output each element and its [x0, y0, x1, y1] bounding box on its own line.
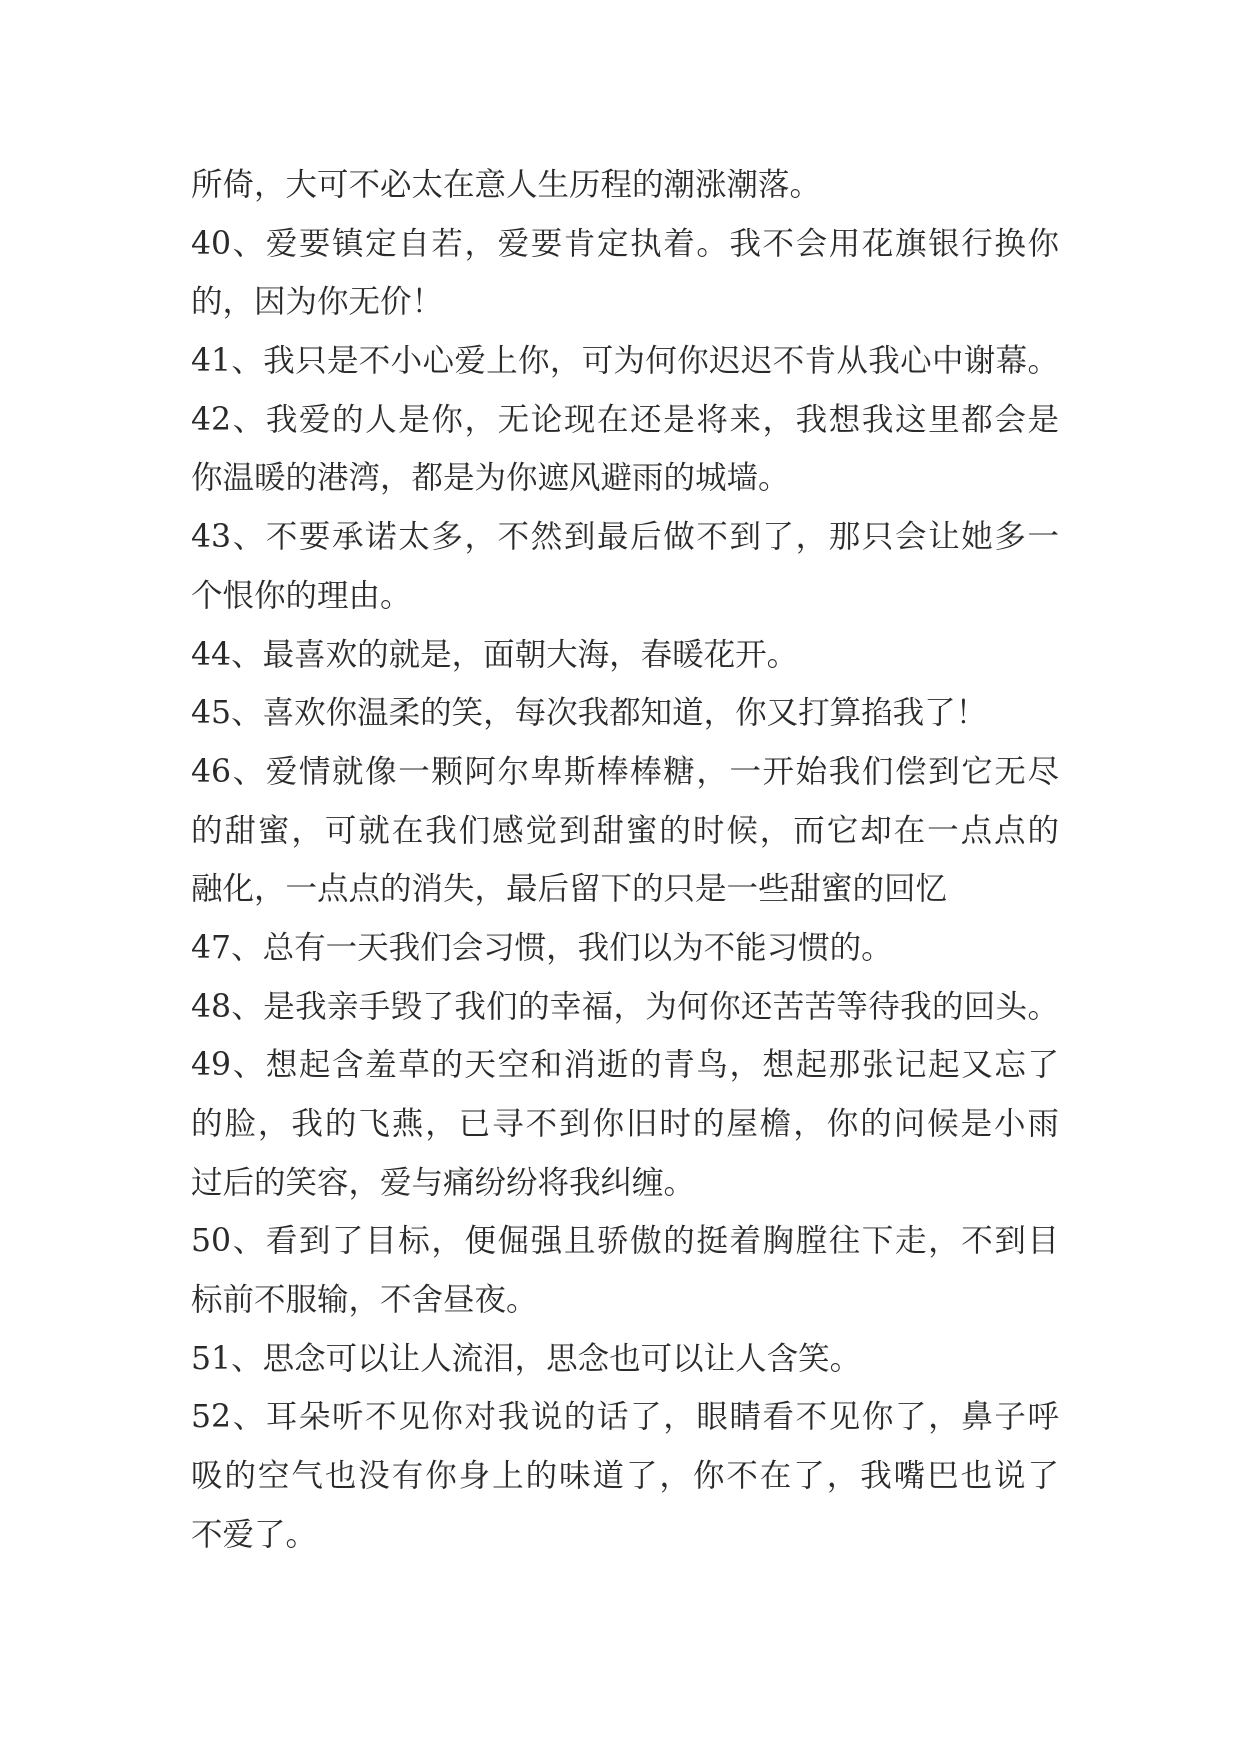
list-item [191, 626, 1059, 685]
list-item [191, 332, 1059, 391]
text-line: 的，因为你无价！ [191, 284, 444, 321]
text-line: 40、爱要镇定自若，爱要肯定执着。我不会用花旗银行换你 [191, 225, 1059, 262]
text-line: 个恨你的理由。 [191, 577, 412, 614]
list-item [191, 508, 1059, 625]
list-item [191, 978, 1059, 1037]
list-item [191, 1212, 1059, 1329]
text-line: 47、总有一天我们会习惯，我们以为不能习惯的。 [191, 929, 893, 966]
text-line: 49、想起含羞草的天空和消逝的青鸟，想起那张记起又忘了 [191, 1047, 1059, 1084]
list-item [191, 1388, 1059, 1564]
text-line: 不爱了。 [191, 1516, 318, 1553]
text-line: 46、爱情就像一颗阿尔卑斯棒棒糖，一开始我们偿到它无尽 [191, 753, 1059, 790]
text-line: 42、我爱的人是你，无论现在还是将来，我想我这里都会是 [191, 401, 1059, 438]
text-line: 50、看到了目标，便倔强且骄傲的挺着胸膛往下走，不到目 [191, 1223, 1059, 1260]
text-line: 的脸，我的飞燕，已寻不到你旧时的屋檐，你的问候是小雨 [191, 1106, 1059, 1142]
list-item [191, 1330, 1059, 1389]
list-item [191, 743, 1059, 919]
list-item [191, 215, 1059, 332]
text-line: 融化，一点点的消失，最后留下的只是一些甜蜜的回忆 [191, 871, 948, 908]
text-line: 过后的笑容，爱与痛纷纷将我纠缠。 [191, 1164, 696, 1201]
text-line: 41、我只是不小心爱上你，可为何你迟迟不肯从我心中谢幕。 [191, 343, 1059, 380]
text-line: 所倚，大可不必太在意人生历程的潮涨潮落。 [191, 167, 822, 203]
text-line: 52、耳朵听不见你对我说的话了，眼睛看不见你了，鼻子呼 [191, 1399, 1059, 1436]
document-body [191, 156, 1059, 1565]
text-line: 吸的空气也没有你身上的味道了，你不在了，我嘴巴也说了 [191, 1458, 1059, 1495]
text-line: 你温暖的港湾，都是为你遮风避雨的城墙。 [191, 460, 790, 497]
list-item [191, 391, 1059, 508]
text-line: 标前不服输，不舍昼夜。 [191, 1282, 538, 1319]
text-line: 45、喜欢你温柔的笑，每次我都知道，你又打算掐我了！ [191, 695, 988, 732]
text-line: 51、思念可以让人流泪，思念也可以让人含笑。 [191, 1340, 862, 1377]
list-item [191, 684, 1059, 743]
list-item [191, 1036, 1059, 1212]
text-line: 43、不要承诺太多，不然到最后做不到了，那只会让她多一 [191, 519, 1059, 556]
text-line: 48、是我亲手毁了我们的幸福，为何你还苦苦等待我的回头。 [191, 988, 1059, 1025]
text-line: 的甜蜜，可就在我们感觉到甜蜜的时候，而它却在一点点的 [191, 812, 1059, 849]
list-item [191, 156, 1059, 215]
list-item [191, 919, 1059, 978]
text-line: 44、最喜欢的就是，面朝大海，春暖花开。 [191, 636, 799, 673]
